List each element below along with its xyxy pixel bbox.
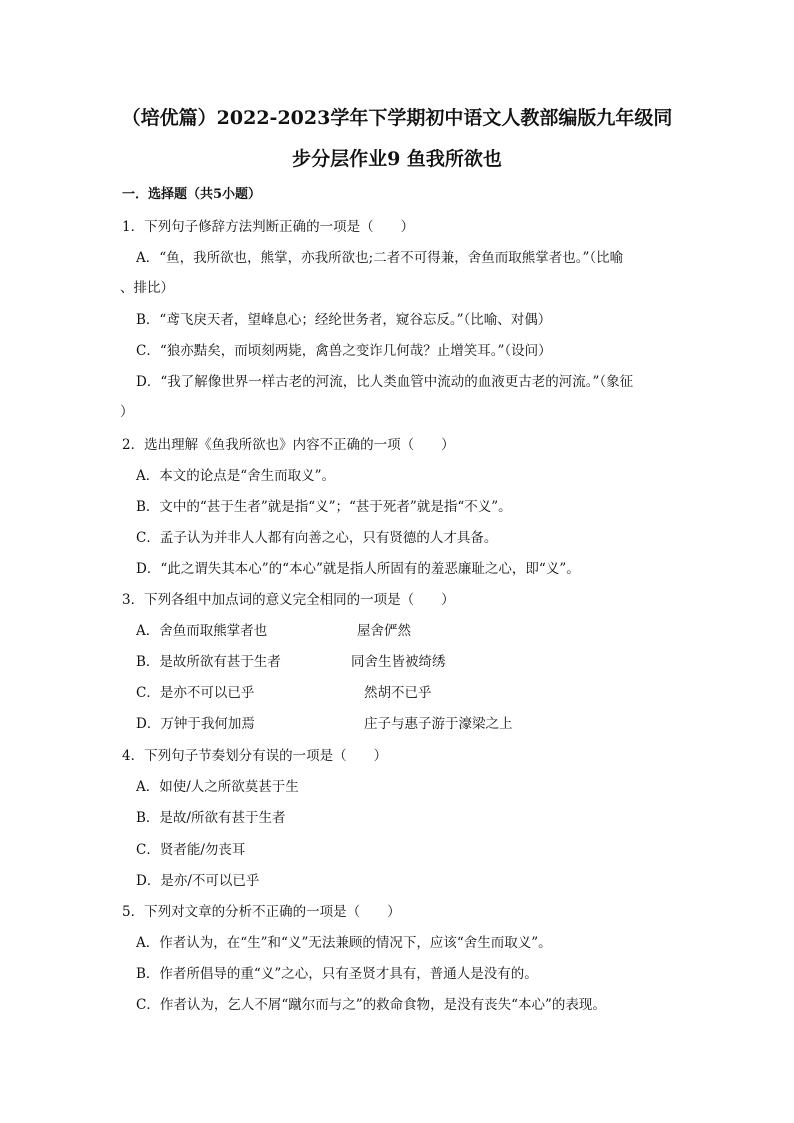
- question-3-option-c-compare: 然胡不已乎: [364, 685, 432, 701]
- question-3-option-b-compare: 同舍生皆被绮绣: [351, 654, 446, 670]
- question-3-option-a: A．舍鱼而取熊掌者也: [136, 623, 268, 639]
- question-3-option-a-compare: 屋舍俨然: [357, 623, 411, 639]
- question-3-option-d-compare: 庄子与惠子游于濠梁之上: [364, 716, 513, 732]
- question-1-stem: 1．下列句子修辞方法判断正确的一项是（ ）: [122, 219, 415, 235]
- question-3-option-c: C．是亦不可以已乎: [136, 685, 255, 701]
- question-1-option-a-wrap: 、排比）: [120, 280, 174, 296]
- question-2-option-a: A．本文的论点是“舍生而取义”。: [136, 468, 336, 484]
- question-2-option-d: D．“此之谓失其本心”的“本心”就是指人所固有的羞恶廉耻之心，即“义”。: [136, 561, 580, 577]
- question-3-stem: 3．下列各组中加点词的意义完全相同的一项是（ ）: [122, 592, 455, 608]
- question-1-option-c: C．“狼亦黠矣，而顷刻两毙，禽兽之变诈几何哉？止增笑耳。”（设问）: [136, 343, 552, 359]
- question-5-option-b: B．作者所倡导的重“义”之心，只有圣贤才具有，普通人是没有的。: [136, 966, 538, 982]
- question-4-stem: 4．下列句子节奏划分有误的一项是（ ）: [122, 748, 388, 764]
- question-3-option-d: D．万钟于我何加焉: [136, 716, 255, 732]
- question-5-option-a: A．作者认为，在“生”和“义”无法兼顾的情况下，应该“舍生而取义”。: [136, 935, 552, 951]
- document-title-line-1: （培优篇）2022-2023学年下学期初中语文人教部编版九年级同: [121, 107, 673, 129]
- question-1-option-d: D．“我了解像世界一样古老的河流，比人类血管中流动的血液更古老的河流。”（象征: [136, 374, 634, 390]
- question-1-option-d-wrap: ）: [120, 404, 134, 420]
- document-title-line-2: 步分层作业9 鱼我所欲也: [292, 148, 502, 170]
- question-4-option-c: C．贤者能/勿丧耳: [136, 842, 246, 858]
- question-4-option-a: A．如使/人之所欲莫甚于生: [136, 779, 299, 795]
- question-2-stem: 2．选出理解《鱼我所欲也》内容不正确的一项（ ）: [122, 437, 455, 453]
- question-5-option-c: C．作者认为，乞人不屑“蹴尔而与之”的救命食物，是没有丧失“本心”的表现。: [136, 997, 606, 1013]
- question-4-option-b: B．是故/所欲有甚于生者: [136, 810, 286, 826]
- question-3-option-b: B．是故所欲有甚于生者: [136, 654, 281, 670]
- question-4-option-d: D．是亦/不可以已乎: [136, 873, 260, 889]
- question-2-option-b: B．文中的“甚于生者”就是指“义”；“甚于死者”就是指“不义”。: [136, 499, 512, 515]
- section-heading: 一．选择题（共5小题）: [122, 187, 262, 202]
- question-2-option-c: C．孟子认为并非人人都有向善之心，只有贤德的人才具备。: [136, 530, 498, 546]
- question-1-option-a: A．“鱼，我所欲也，熊掌，亦我所欲也;二者不可得兼，舍鱼而取熊掌者也。”（比喻: [136, 250, 624, 266]
- question-1-option-b: B．“鸢飞戾天者，望峰息心；经纶世务者，窥谷忘反。”（比喻、对偶）: [136, 312, 552, 328]
- question-5-stem: 5．下列对文章的分析不正确的一项是（ ）: [122, 904, 401, 920]
